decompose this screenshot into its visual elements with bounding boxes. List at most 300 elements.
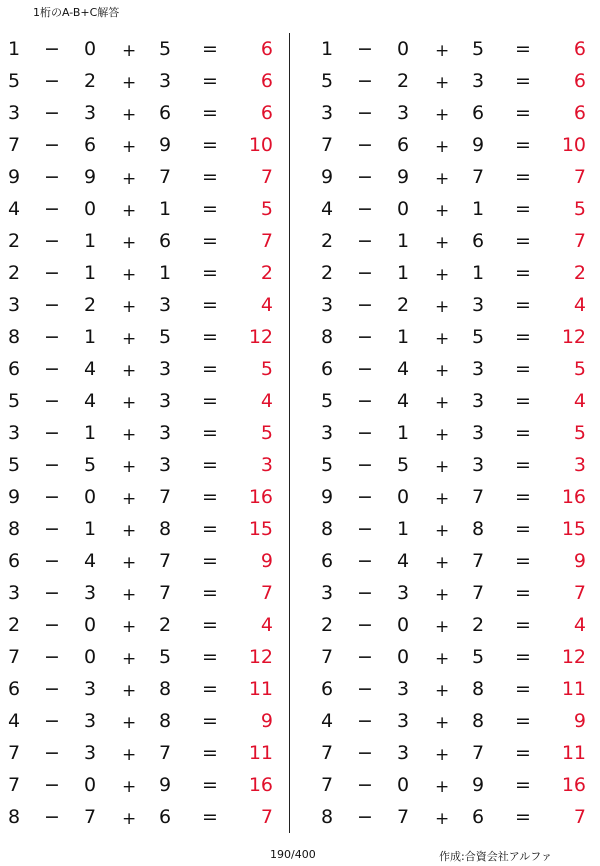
minus-sign: − <box>357 294 373 316</box>
minus-sign: − <box>357 614 373 636</box>
answer: 7 <box>573 806 586 828</box>
equals-sign: = <box>515 646 531 668</box>
answer: 5 <box>573 198 586 220</box>
operand-a: 3 <box>8 422 21 444</box>
equals-sign: = <box>202 166 218 188</box>
operand-a: 7 <box>8 646 21 668</box>
plus-sign: + <box>122 41 137 61</box>
problem-row <box>0 161 285 193</box>
operand-a: 5 <box>8 454 21 476</box>
answer: 7 <box>573 582 586 604</box>
answer: 2 <box>573 262 586 284</box>
operand-c: 7 <box>472 582 485 604</box>
problem-row <box>313 737 598 769</box>
problem-row <box>313 289 598 321</box>
answer: 7 <box>260 230 273 252</box>
operand-c: 7 <box>159 550 172 572</box>
minus-sign: − <box>357 454 373 476</box>
operand-a: 1 <box>321 38 334 60</box>
answer: 4 <box>573 294 586 316</box>
equals-sign: = <box>515 678 531 700</box>
plus-sign: + <box>435 489 450 509</box>
operand-b: 1 <box>397 230 410 252</box>
operand-a: 2 <box>8 230 21 252</box>
operand-c: 3 <box>159 422 172 444</box>
plus-sign: + <box>435 393 450 413</box>
operand-a: 7 <box>321 774 334 796</box>
plus-sign: + <box>122 713 137 733</box>
equals-sign: = <box>202 742 218 764</box>
answer: 10 <box>248 134 273 156</box>
plus-sign: + <box>122 393 137 413</box>
operand-a: 1 <box>8 38 21 60</box>
plus-sign: + <box>435 265 450 285</box>
plus-sign: + <box>435 681 450 701</box>
problem-row <box>0 289 285 321</box>
plus-sign: + <box>435 713 450 733</box>
operand-c: 8 <box>159 678 172 700</box>
operand-b: 4 <box>84 550 97 572</box>
operand-a: 7 <box>321 134 334 156</box>
column-divider <box>289 33 290 833</box>
operand-b: 0 <box>397 198 410 220</box>
answer: 4 <box>573 390 586 412</box>
operand-a: 8 <box>321 518 334 540</box>
minus-sign: − <box>44 326 60 348</box>
answer: 4 <box>260 294 273 316</box>
answer: 11 <box>248 742 273 764</box>
equals-sign: = <box>515 102 531 124</box>
plus-sign: + <box>122 73 137 93</box>
operand-c: 3 <box>159 294 172 316</box>
minus-sign: − <box>44 518 60 540</box>
minus-sign: − <box>357 486 373 508</box>
problem-row <box>0 481 285 513</box>
answer: 6 <box>260 38 273 60</box>
plus-sign: + <box>435 649 450 669</box>
problem-row <box>313 33 598 65</box>
operand-b: 2 <box>397 70 410 92</box>
equals-sign: = <box>515 294 531 316</box>
operand-c: 5 <box>159 646 172 668</box>
operand-c: 7 <box>159 582 172 604</box>
operand-a: 2 <box>8 614 21 636</box>
minus-sign: − <box>44 486 60 508</box>
plus-sign: + <box>122 521 137 541</box>
equals-sign: = <box>515 614 531 636</box>
operand-c: 9 <box>159 134 172 156</box>
problem-row <box>0 449 285 481</box>
operand-c: 5 <box>159 38 172 60</box>
plus-sign: + <box>435 329 450 349</box>
plus-sign: + <box>435 233 450 253</box>
operand-b: 6 <box>84 134 97 156</box>
operand-a: 9 <box>321 166 334 188</box>
problem-row <box>313 193 598 225</box>
answer: 2 <box>260 262 273 284</box>
operand-c: 7 <box>472 166 485 188</box>
equals-sign: = <box>202 806 218 828</box>
answer: 15 <box>248 518 273 540</box>
operand-b: 2 <box>397 294 410 316</box>
plus-sign: + <box>122 777 137 797</box>
operand-b: 0 <box>84 198 97 220</box>
operand-c: 3 <box>472 294 485 316</box>
problem-row <box>0 97 285 129</box>
answer: 6 <box>573 102 586 124</box>
plus-sign: + <box>435 105 450 125</box>
answer: 9 <box>260 550 273 572</box>
operand-b: 3 <box>397 742 410 764</box>
answer: 5 <box>260 358 273 380</box>
operand-a: 8 <box>8 806 21 828</box>
operand-a: 8 <box>8 518 21 540</box>
minus-sign: − <box>44 582 60 604</box>
minus-sign: − <box>44 102 60 124</box>
answer: 7 <box>573 166 586 188</box>
equals-sign: = <box>202 582 218 604</box>
minus-sign: − <box>357 70 373 92</box>
answer: 16 <box>248 486 273 508</box>
operand-c: 3 <box>472 358 485 380</box>
plus-sign: + <box>122 745 137 765</box>
equals-sign: = <box>515 390 531 412</box>
problem-row <box>313 801 598 833</box>
equals-sign: = <box>515 230 531 252</box>
plus-sign: + <box>122 361 137 381</box>
minus-sign: − <box>44 454 60 476</box>
problem-row <box>0 257 285 289</box>
answer: 3 <box>260 454 273 476</box>
minus-sign: − <box>357 582 373 604</box>
problem-row <box>0 65 285 97</box>
operand-c: 5 <box>159 326 172 348</box>
operand-c: 5 <box>472 38 485 60</box>
minus-sign: − <box>357 710 373 732</box>
operand-c: 7 <box>472 742 485 764</box>
operand-a: 9 <box>8 166 21 188</box>
problem-row <box>0 769 285 801</box>
operand-a: 6 <box>8 358 21 380</box>
operand-c: 6 <box>159 230 172 252</box>
problem-row <box>313 385 598 417</box>
problem-row <box>0 641 285 673</box>
minus-sign: − <box>44 70 60 92</box>
operand-c: 2 <box>472 614 485 636</box>
problem-row <box>0 129 285 161</box>
equals-sign: = <box>515 454 531 476</box>
equals-sign: = <box>515 518 531 540</box>
problem-row <box>313 129 598 161</box>
operand-a: 3 <box>321 294 334 316</box>
answer: 6 <box>260 102 273 124</box>
plus-sign: + <box>122 105 137 125</box>
operand-c: 7 <box>159 166 172 188</box>
operand-a: 8 <box>321 806 334 828</box>
operand-c: 3 <box>159 390 172 412</box>
minus-sign: − <box>357 326 373 348</box>
operand-b: 3 <box>84 742 97 764</box>
operand-b: 7 <box>84 806 97 828</box>
problem-row <box>313 577 598 609</box>
operand-a: 7 <box>8 774 21 796</box>
equals-sign: = <box>515 358 531 380</box>
operand-b: 1 <box>84 422 97 444</box>
operand-a: 6 <box>321 678 334 700</box>
problem-row <box>313 481 598 513</box>
answer: 5 <box>260 198 273 220</box>
operand-a: 9 <box>8 486 21 508</box>
equals-sign: = <box>515 198 531 220</box>
minus-sign: − <box>357 262 373 284</box>
problem-row <box>313 257 598 289</box>
plus-sign: + <box>122 201 137 221</box>
operand-a: 3 <box>321 422 334 444</box>
problem-row <box>313 705 598 737</box>
minus-sign: − <box>357 806 373 828</box>
minus-sign: − <box>357 166 373 188</box>
operand-a: 5 <box>321 390 334 412</box>
minus-sign: − <box>44 646 60 668</box>
operand-a: 2 <box>321 614 334 636</box>
minus-sign: − <box>44 742 60 764</box>
equals-sign: = <box>515 166 531 188</box>
plus-sign: + <box>122 585 137 605</box>
operand-a: 4 <box>8 198 21 220</box>
operand-c: 7 <box>472 486 485 508</box>
equals-sign: = <box>202 614 218 636</box>
operand-b: 0 <box>397 486 410 508</box>
equals-sign: = <box>202 710 218 732</box>
plus-sign: + <box>122 329 137 349</box>
answer: 3 <box>573 454 586 476</box>
minus-sign: − <box>44 422 60 444</box>
operand-b: 0 <box>397 774 410 796</box>
minus-sign: − <box>357 198 373 220</box>
operand-c: 8 <box>472 518 485 540</box>
minus-sign: − <box>357 550 373 572</box>
operand-a: 4 <box>321 198 334 220</box>
answer: 7 <box>260 166 273 188</box>
equals-sign: = <box>202 134 218 156</box>
plus-sign: + <box>122 233 137 253</box>
operand-b: 3 <box>84 102 97 124</box>
operand-c: 9 <box>159 774 172 796</box>
answer: 7 <box>573 230 586 252</box>
problem-row <box>0 737 285 769</box>
operand-b: 3 <box>397 710 410 732</box>
operand-b: 1 <box>84 326 97 348</box>
operand-b: 0 <box>397 38 410 60</box>
operand-a: 4 <box>321 710 334 732</box>
problem-row <box>0 225 285 257</box>
minus-sign: − <box>44 550 60 572</box>
plus-sign: + <box>122 137 137 157</box>
plus-sign: + <box>122 809 137 829</box>
operand-b: 1 <box>397 326 410 348</box>
minus-sign: − <box>357 774 373 796</box>
minus-sign: − <box>44 390 60 412</box>
plus-sign: + <box>435 521 450 541</box>
equals-sign: = <box>515 486 531 508</box>
problem-row <box>313 225 598 257</box>
equals-sign: = <box>202 422 218 444</box>
plus-sign: + <box>435 73 450 93</box>
minus-sign: − <box>44 678 60 700</box>
minus-sign: − <box>357 646 373 668</box>
operand-a: 7 <box>8 134 21 156</box>
minus-sign: − <box>357 518 373 540</box>
operand-b: 1 <box>397 518 410 540</box>
operand-c: 3 <box>472 70 485 92</box>
answer: 7 <box>260 582 273 604</box>
equals-sign: = <box>202 550 218 572</box>
answer: 11 <box>248 678 273 700</box>
equals-sign: = <box>202 454 218 476</box>
plus-sign: + <box>122 457 137 477</box>
minus-sign: − <box>44 230 60 252</box>
operand-a: 6 <box>321 550 334 572</box>
answer: 9 <box>573 550 586 572</box>
operand-b: 3 <box>84 710 97 732</box>
equals-sign: = <box>202 230 218 252</box>
plus-sign: + <box>435 297 450 317</box>
minus-sign: − <box>44 134 60 156</box>
operand-a: 7 <box>321 742 334 764</box>
operand-c: 3 <box>472 422 485 444</box>
answer: 6 <box>573 38 586 60</box>
problem-row <box>313 65 598 97</box>
answer: 5 <box>573 422 586 444</box>
equals-sign: = <box>202 262 218 284</box>
problem-row <box>0 705 285 737</box>
operand-a: 5 <box>8 390 21 412</box>
equals-sign: = <box>202 774 218 796</box>
problem-row <box>313 609 598 641</box>
minus-sign: − <box>44 806 60 828</box>
operand-a: 5 <box>8 70 21 92</box>
minus-sign: − <box>44 198 60 220</box>
operand-b: 2 <box>84 70 97 92</box>
operand-c: 3 <box>159 70 172 92</box>
equals-sign: = <box>515 582 531 604</box>
page-title: 1桁のA-B+C解答 <box>33 6 120 19</box>
operand-b: 0 <box>397 646 410 668</box>
problem-row <box>313 449 598 481</box>
equals-sign: = <box>202 38 218 60</box>
plus-sign: + <box>435 169 450 189</box>
problem-row <box>313 321 598 353</box>
minus-sign: − <box>357 102 373 124</box>
operand-c: 9 <box>472 774 485 796</box>
operand-a: 9 <box>321 486 334 508</box>
operand-c: 8 <box>472 678 485 700</box>
minus-sign: − <box>357 678 373 700</box>
problem-row <box>0 545 285 577</box>
problem-row <box>313 513 598 545</box>
plus-sign: + <box>122 649 137 669</box>
operand-b: 4 <box>84 390 97 412</box>
problem-row <box>0 417 285 449</box>
operand-a: 8 <box>8 326 21 348</box>
operand-b: 3 <box>397 582 410 604</box>
operand-b: 1 <box>397 422 410 444</box>
equals-sign: = <box>515 774 531 796</box>
operand-a: 5 <box>321 70 334 92</box>
operand-b: 9 <box>84 166 97 188</box>
problem-row <box>0 801 285 833</box>
operand-b: 3 <box>84 678 97 700</box>
operand-c: 2 <box>159 614 172 636</box>
plus-sign: + <box>435 457 450 477</box>
operand-c: 3 <box>472 390 485 412</box>
problem-row <box>0 577 285 609</box>
answer: 5 <box>573 358 586 380</box>
operand-c: 7 <box>159 742 172 764</box>
operand-a: 6 <box>321 358 334 380</box>
operand-b: 0 <box>84 614 97 636</box>
operand-b: 4 <box>397 390 410 412</box>
plus-sign: + <box>122 617 137 637</box>
operand-c: 3 <box>472 454 485 476</box>
problem-row <box>313 545 598 577</box>
operand-b: 3 <box>397 678 410 700</box>
answer: 16 <box>248 774 273 796</box>
answer: 9 <box>573 710 586 732</box>
plus-sign: + <box>435 201 450 221</box>
equals-sign: = <box>515 326 531 348</box>
operand-b: 3 <box>84 582 97 604</box>
operand-b: 0 <box>84 774 97 796</box>
answer: 10 <box>561 134 586 156</box>
operand-a: 3 <box>8 294 21 316</box>
equals-sign: = <box>202 486 218 508</box>
problem-row <box>0 33 285 65</box>
operand-a: 8 <box>321 326 334 348</box>
operand-c: 6 <box>159 806 172 828</box>
plus-sign: + <box>122 169 137 189</box>
operand-b: 1 <box>397 262 410 284</box>
problem-row <box>313 353 598 385</box>
answer: 16 <box>561 774 586 796</box>
plus-sign: + <box>122 297 137 317</box>
operand-c: 8 <box>159 518 172 540</box>
equals-sign: = <box>202 102 218 124</box>
operand-a: 2 <box>321 230 334 252</box>
equals-sign: = <box>515 550 531 572</box>
plus-sign: + <box>122 681 137 701</box>
operand-b: 3 <box>397 102 410 124</box>
operand-a: 3 <box>8 582 21 604</box>
operand-c: 8 <box>472 710 485 732</box>
plus-sign: + <box>435 553 450 573</box>
answer: 12 <box>248 326 273 348</box>
plus-sign: + <box>435 137 450 157</box>
problem-row <box>0 609 285 641</box>
minus-sign: − <box>44 774 60 796</box>
equals-sign: = <box>202 518 218 540</box>
minus-sign: − <box>44 166 60 188</box>
answer: 7 <box>260 806 273 828</box>
answer: 5 <box>260 422 273 444</box>
operand-b: 5 <box>397 454 410 476</box>
minus-sign: − <box>357 742 373 764</box>
operand-b: 7 <box>397 806 410 828</box>
page-number: 190/400 <box>270 848 316 861</box>
problem-row <box>313 97 598 129</box>
answer: 12 <box>561 326 586 348</box>
operand-c: 6 <box>472 102 485 124</box>
